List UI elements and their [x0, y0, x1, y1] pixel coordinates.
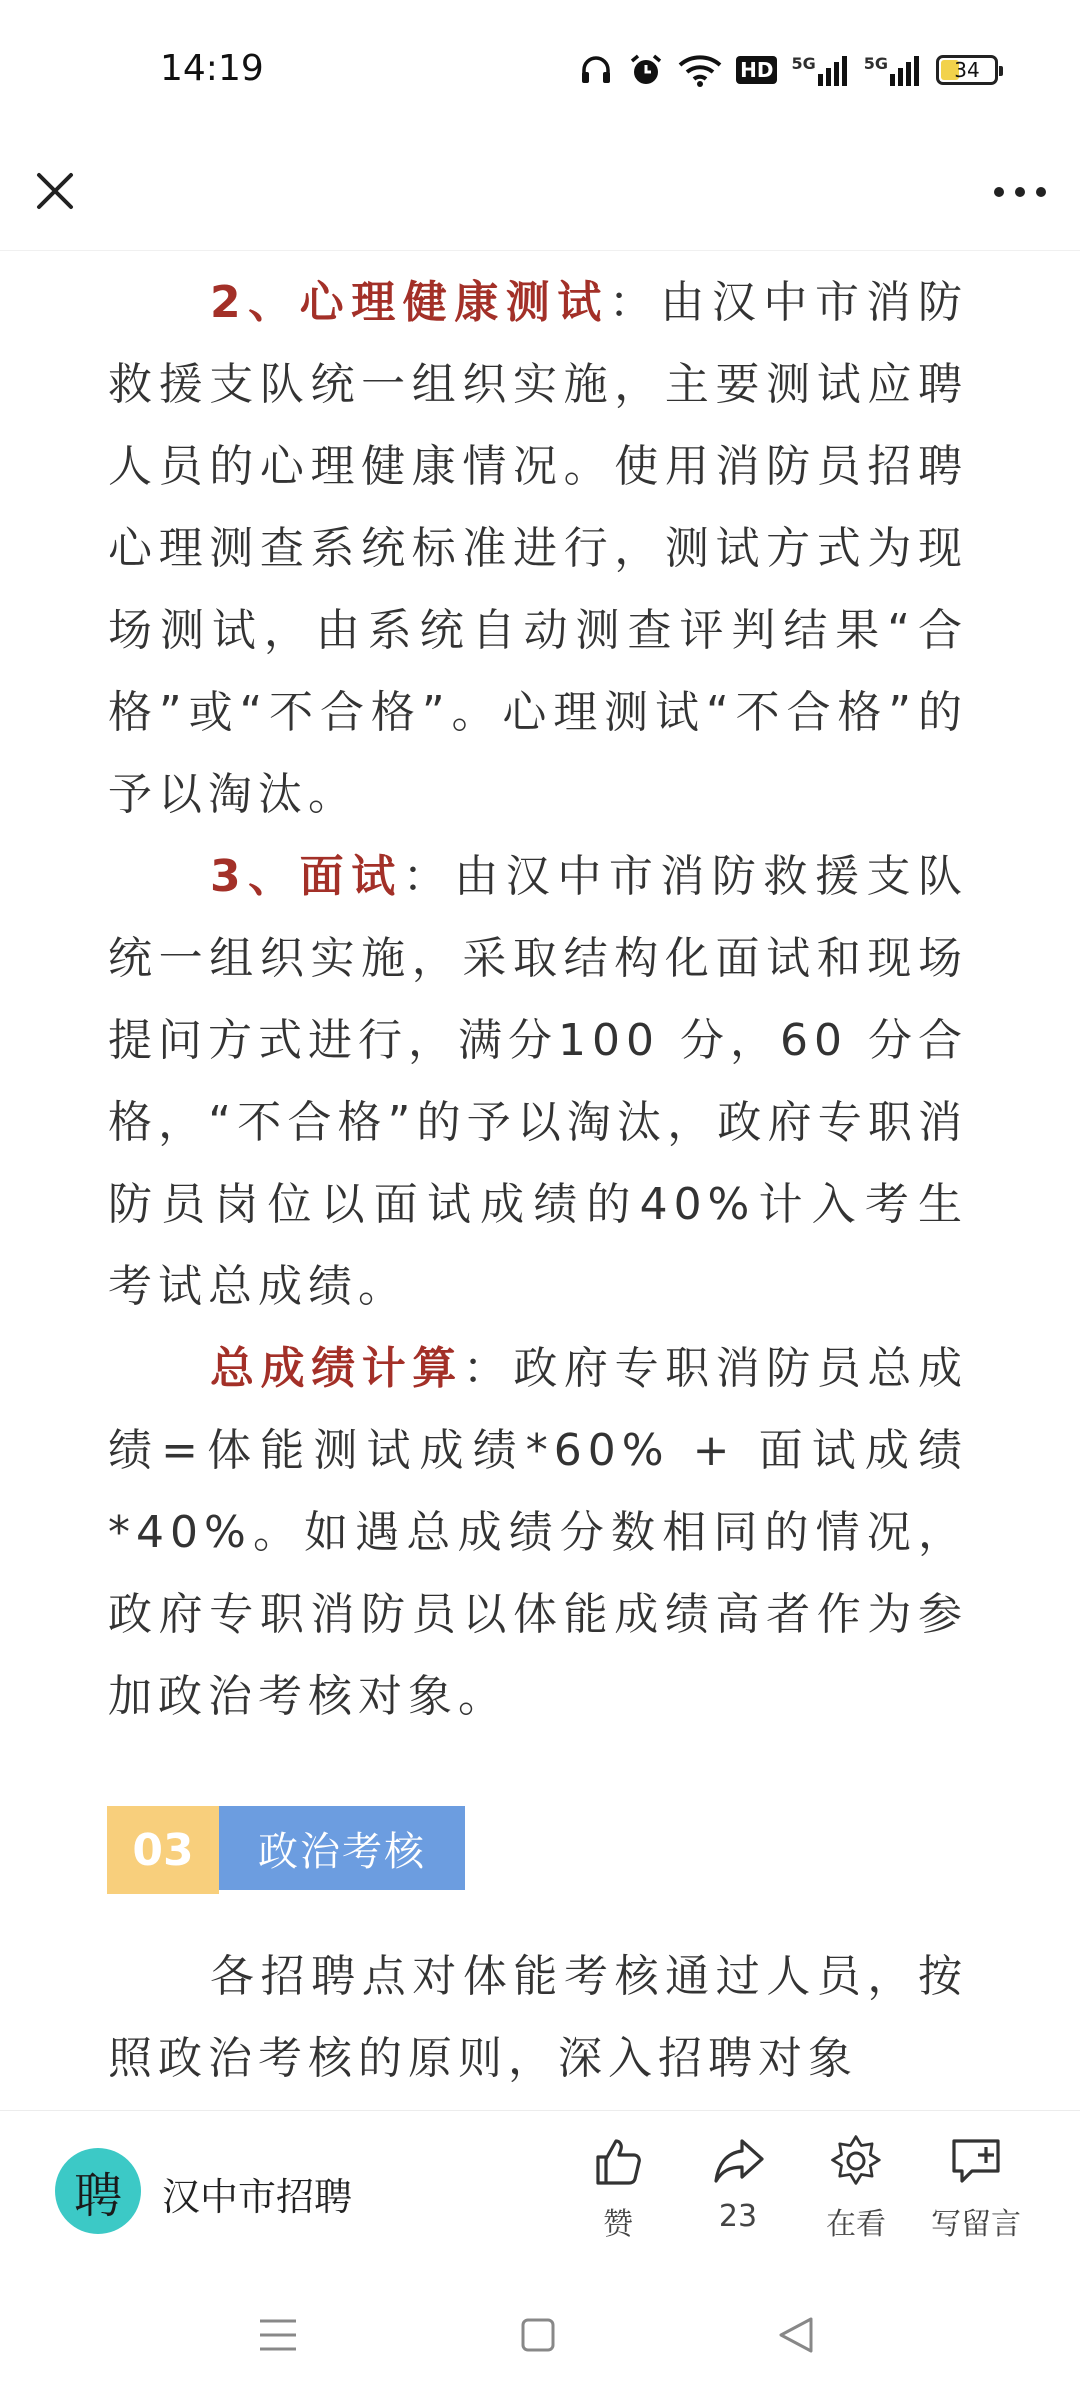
status-bar	[0, 0, 1080, 140]
network-type-label-2: 5G	[863, 54, 888, 73]
home-nav-button[interactable]	[508, 2310, 568, 2360]
paragraph-interview	[108, 836, 968, 1328]
wifi-icon	[678, 53, 722, 87]
paragraph-political-review: 各招聘点对体能考核通过人员，按照政治考核的原则，深入招聘对象	[108, 1951, 968, 2084]
paragraph-text: ：由汉中市消防救援支队统一组织实施，采取结构化面试和现场提问方式进行，满分100 分，60 分合格，“不合格”的予以淘汰，政府专职消防员岗位以面试成绩的40%计入考生考试总成绩。	[108, 851, 969, 1312]
comment-button[interactable]	[916, 2131, 1036, 2251]
paragraph-text: ：政府专职消防员总成绩=体能测试成绩*60% + 面试成绩*40%。如遇总成绩分数相同的情况，政府专职消防员以体能成绩高者作为参加政治考核对象。	[108, 1343, 969, 1722]
section-header	[107, 1806, 465, 1894]
system-nav-bar	[0, 2270, 1080, 2400]
status-time: 14:19	[160, 48, 264, 89]
alarm-icon	[628, 52, 664, 88]
paragraph-heading: 3、面试	[210, 851, 403, 902]
like-button[interactable]	[558, 2131, 678, 2251]
article-body-political	[108, 1936, 968, 2100]
paragraph-text: ：由汉中市消防救援支队统一组织实施，主要测试应聘人员的心理健康情况。使用消防员招聘心理测查系统标准进行，测试方式为现场测试，由系统自动测查评判结果“合格”或“不合格”。心理测试“不合格”的予以淘汰。	[108, 277, 969, 820]
headphones-icon	[578, 52, 614, 88]
home-icon	[520, 2317, 556, 2353]
menu-nav-button[interactable]	[248, 2310, 308, 2360]
close-button[interactable]	[28, 164, 82, 218]
bottom-action-bar	[0, 2110, 1080, 2271]
more-icon	[993, 186, 1047, 198]
signal-5g-icon-2	[864, 54, 922, 86]
section-title: 政治考核	[219, 1806, 465, 1890]
article-body	[108, 250, 968, 1738]
watching-icon	[828, 2131, 884, 2191]
paragraph-psych-test	[108, 262, 968, 836]
back-nav-button[interactable]	[766, 2310, 826, 2360]
thumbs-up-icon	[590, 2131, 646, 2191]
section-number: 03	[107, 1806, 219, 1894]
more-button[interactable]	[990, 170, 1050, 214]
hd-icon: HD	[736, 56, 777, 84]
close-icon	[33, 169, 77, 213]
avatar[interactable]: 聘	[55, 2148, 141, 2234]
battery-percent: 34	[954, 58, 980, 82]
paragraph-heading: 总成绩计算	[210, 1343, 463, 1394]
status-icons	[578, 50, 998, 90]
comment-icon	[948, 2131, 1004, 2191]
top-bar	[0, 140, 1080, 251]
back-icon	[777, 2316, 815, 2354]
watching-button[interactable]	[796, 2131, 916, 2251]
share-icon	[710, 2131, 766, 2191]
share-count: 23	[718, 2199, 758, 2234]
watching-label: 在看	[826, 2207, 886, 2242]
author-name[interactable]: 汉中市招聘	[162, 2175, 353, 2219]
like-label: 赞	[603, 2207, 633, 2242]
paragraph-total-score	[108, 1328, 968, 1738]
battery-icon	[936, 55, 998, 85]
paragraph-heading: 2、心理健康测试	[210, 277, 609, 328]
comment-label: 写留言	[931, 2207, 1021, 2242]
share-button[interactable]	[678, 2131, 798, 2251]
article-content	[0, 250, 1080, 2110]
network-type-label: 5G	[791, 54, 816, 73]
signal-5g-icon	[791, 54, 849, 86]
menu-icon	[258, 2317, 298, 2353]
